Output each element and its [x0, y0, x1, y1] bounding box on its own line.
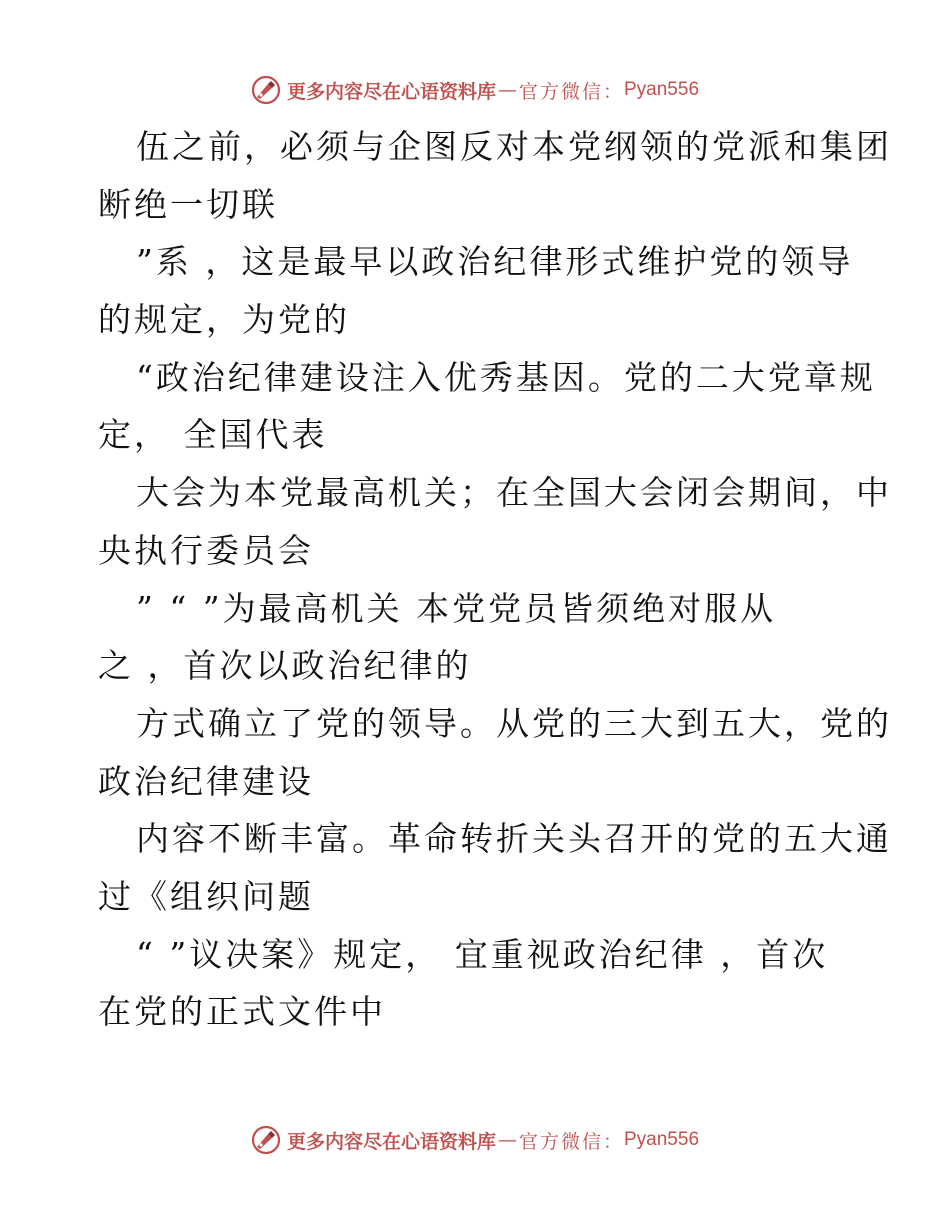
banner-separator: —: [497, 79, 517, 101]
text-line: ” “ ”为最高机关 本党党员皆须绝对服从: [136, 588, 777, 628]
text-line: 伍之前，必须与企图反对本党纲领的党派和集团: [136, 127, 892, 166]
banner-main-text: 更多内容尽在心语资料库: [286, 80, 496, 103]
footer-banner: [0, 1120, 950, 1160]
text-line: 定， 全国代表: [98, 415, 328, 455]
text-line: 大会为本党最高机关；在全国大会闭会期间，中: [136, 473, 892, 513]
document-body: [98, 118, 892, 1041]
banner-contact-label: 官方微信：: [518, 1130, 624, 1153]
banner-contact-id: Pyan556: [624, 79, 700, 100]
text-line: 在党的正式文件中: [98, 992, 386, 1032]
text-line: 断绝一切联: [98, 184, 278, 224]
text-line: 过《组织问题: [98, 876, 314, 916]
header-banner: [0, 70, 950, 110]
banner-contact-label: 官方微信：: [518, 80, 624, 103]
pen-nib-logo-icon: [251, 1125, 281, 1155]
text-line: ”系 ，这是最早以政治纪律形式维护党的领导: [136, 242, 854, 282]
text-line: 政治纪律建设: [98, 761, 314, 801]
text-line: 内容不断丰富。革命转折关头召开的党的五大通: [136, 819, 892, 859]
text-line: 方式确立了党的领导。从党的三大到五大，党的: [136, 703, 892, 743]
text-line: “政治纪律建设注入优秀基因。党的二大党章规: [136, 357, 876, 397]
banner-main-text: 更多内容尽在心语资料库: [286, 1130, 496, 1153]
text-line: 的规定，为党的: [98, 300, 350, 340]
banner-contact-id: Pyan556: [624, 1129, 700, 1150]
banner-separator: —: [497, 1129, 517, 1151]
pen-nib-logo-icon: [251, 75, 281, 105]
text-line: 之 ，首次以政治纪律的: [98, 646, 472, 686]
text-line: 央执行委员会: [98, 530, 314, 570]
text-line: “ ”议决案》规定， 宜重视政治纪律 ，首次: [136, 934, 829, 974]
